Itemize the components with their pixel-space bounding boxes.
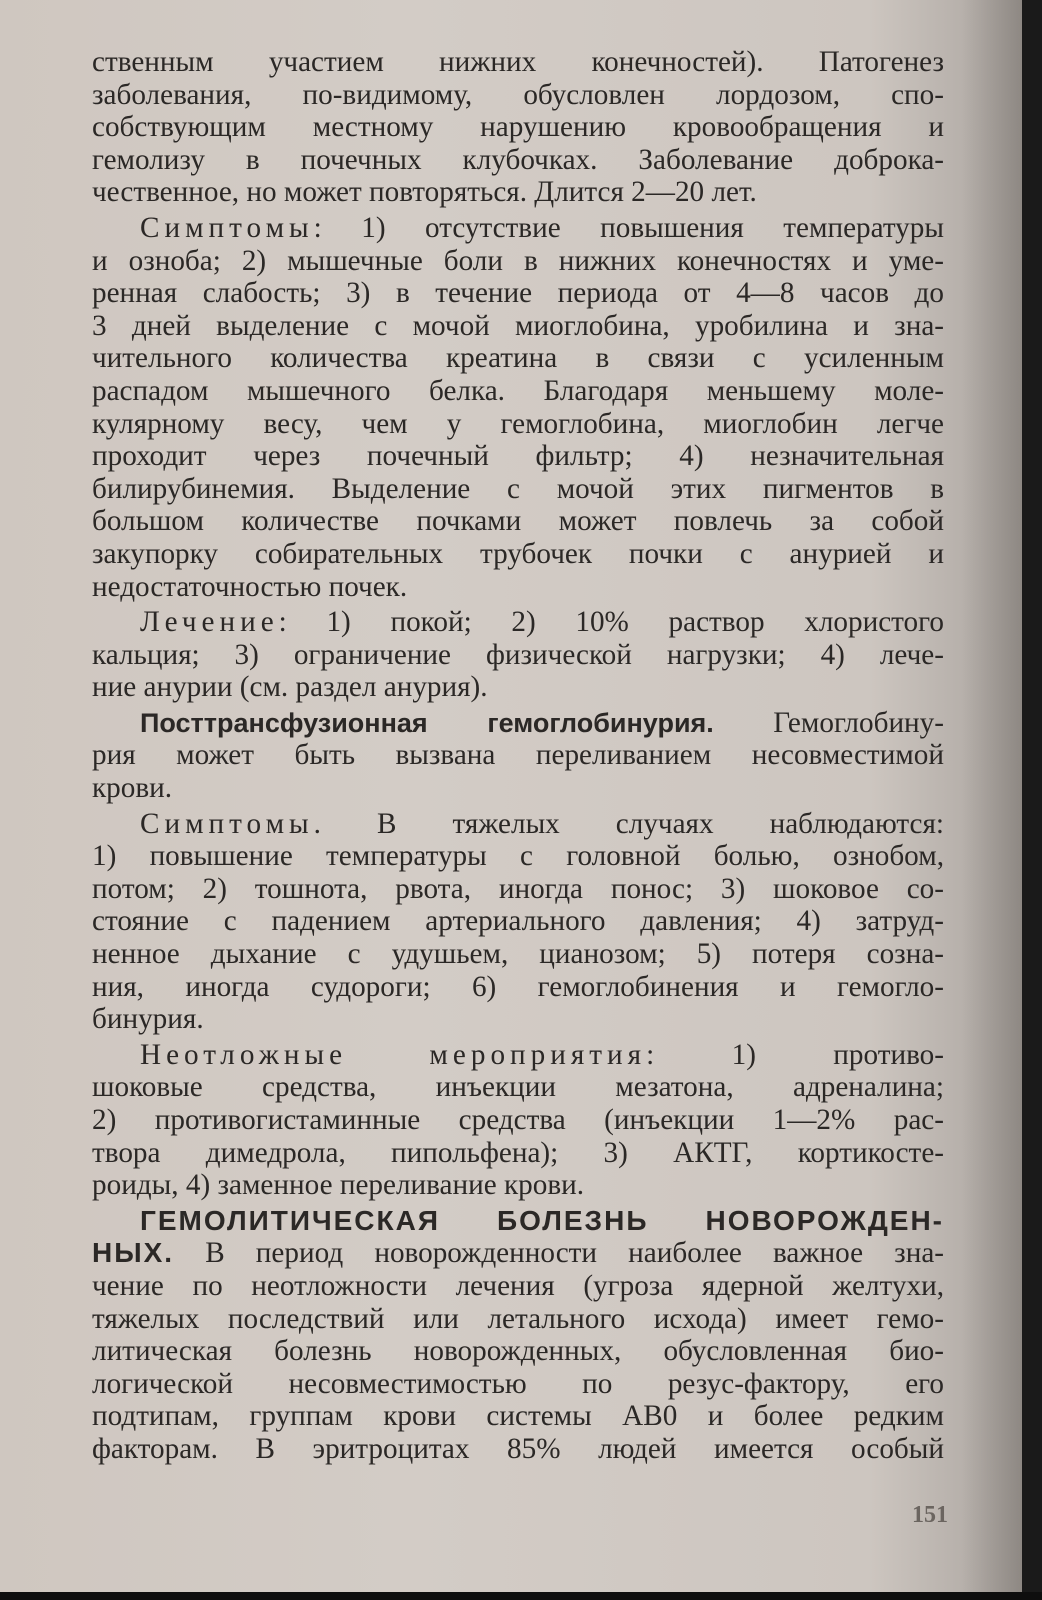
text-line: 2) противогистаминные средства (инъекции 1—2% рас-: [92, 1104, 944, 1136]
text-line: ненное дыхание с удушьем, цианозом; 5) потеря созна-: [92, 938, 944, 971]
text-line: 3 дней выделение с мочой миоглобина, уробилина и зна-: [92, 309, 944, 342]
text-line: тяжелых последствий или летального исхода) имеет гемо-: [92, 1302, 944, 1335]
text-line: 1) повышение температуры с головной болью, ознобом,: [92, 840, 944, 873]
posttransfusion-heading-line: Посттрансфузионная гемоглобинурия. Гемоглобину-: [140, 706, 944, 739]
text-line: гемолизу в почечных клубочках. Заболевание доброка-: [92, 143, 944, 176]
text-line: потом; 2) тошнота, рвота, иногда понос; 3) шоковое со-: [92, 872, 944, 905]
symptoms-heading-line: Симптомы: 1) отсутствие повышения температуры: [140, 211, 944, 244]
hemolytic-heading-line-2: НЫХ. В период новорожденности наиболее важное зна-: [92, 1237, 944, 1270]
page-number: 151: [912, 1502, 948, 1528]
text-line: подтипам, группам крови системы АВ0 и более редким: [92, 1400, 944, 1433]
text-line: стояние с падением артериального давления; 4) затруд-: [92, 905, 944, 938]
text-line: шоковые средства, инъекции мезатона, адреналина;: [92, 1071, 944, 1104]
text-line: логической несовместимостью по резус-фактору, его: [92, 1367, 944, 1400]
text-line: чительного количества креатина в связи с усиленным: [92, 342, 944, 375]
urgent-measures-heading-line: Неотложные мероприятия: 1) противо-: [140, 1038, 944, 1071]
text-line: чение по неотложности лечения (угроза ядерной желтухи,: [92, 1269, 944, 1302]
text-line: билирубинемия. Выделение с мочой этих пигментов в: [92, 472, 944, 505]
posttransfusion-title: Посттрансфузионная гемоглобинурия.: [140, 707, 714, 738]
text-line: проходит через почечный фильтр; 4) незначительная: [92, 440, 944, 473]
hemolytic-title-end: НЫХ.: [92, 1237, 175, 1269]
text-line: бинурия.: [92, 1003, 204, 1036]
text-line: чественное, но может повторяться. Длится 2—20 лет.: [92, 176, 757, 209]
body-text: [92, 46, 944, 1466]
symptoms-label: Симптомы: [140, 211, 314, 244]
text-line: большом количестве почками может повлечь за собой: [92, 505, 944, 538]
symptoms-heading-line: Симптомы. В тяжелых случаях наблюдаются:: [140, 807, 944, 840]
treatment-label: Лечение: [140, 606, 279, 639]
text-line: ренная слабость; 3) в течение периода от 4—8 часов до: [92, 277, 944, 310]
text-line: кулярному весу, чем у гемоглобина, миоглобин легче: [92, 407, 944, 440]
text-line: литическая болезнь новорожденных, обусловленная био-: [92, 1335, 944, 1368]
text-line: ственным участием нижних конечностей). Патогенез: [92, 46, 944, 78]
text-line: факторам. В эритроцитах 85% людей имеется особый: [92, 1432, 944, 1465]
text-line: роиды, 4) заменное переливание крови.: [92, 1169, 585, 1202]
text-line: твора димедрола, пипольфена); 3) АКТГ, кортикосте-: [92, 1136, 944, 1169]
text-line: ние анурии (см. раздел анурия).: [92, 671, 488, 704]
text-line: ния, иногда судороги; 6) гемоглобинения и гемогло-: [92, 970, 944, 1003]
text-line: крови.: [92, 772, 173, 805]
text-line: недостаточностью почек.: [92, 570, 408, 603]
text-line: собствующим местному нарушению кровообращения и: [92, 111, 944, 144]
treatment-heading-line: Лечение: 1) покой; 2) 10% раствор хлористого: [140, 606, 944, 639]
symptoms-label: Симптомы: [140, 807, 314, 840]
urgent-measures-label: Неотложные мероприятия: [140, 1038, 647, 1071]
hemolytic-heading-line: [92, 1205, 944, 1238]
text-line: и озноба; 2) мышечные боли в нижних конечностях и уме-: [92, 244, 944, 277]
text-line: распадом мышечного белка. Благодаря меньшему моле-: [92, 374, 944, 407]
scan-border: [0, 1592, 1042, 1600]
text-line: закупорку собирательных трубочек почки с анурией и: [92, 537, 944, 570]
hemolytic-title: ГЕМОЛИТИЧЕСКАЯ БОЛЕЗНЬ НОВОРОЖДЕН-: [140, 1204, 944, 1236]
text-line: рия может быть вызвана переливанием несовместимой: [92, 739, 944, 772]
text-line: заболевания, по-видимому, обусловлен лордозом, спо-: [92, 78, 944, 111]
text-line: кальция; 3) ограничение физической нагрузки; 4) лече-: [92, 638, 944, 671]
